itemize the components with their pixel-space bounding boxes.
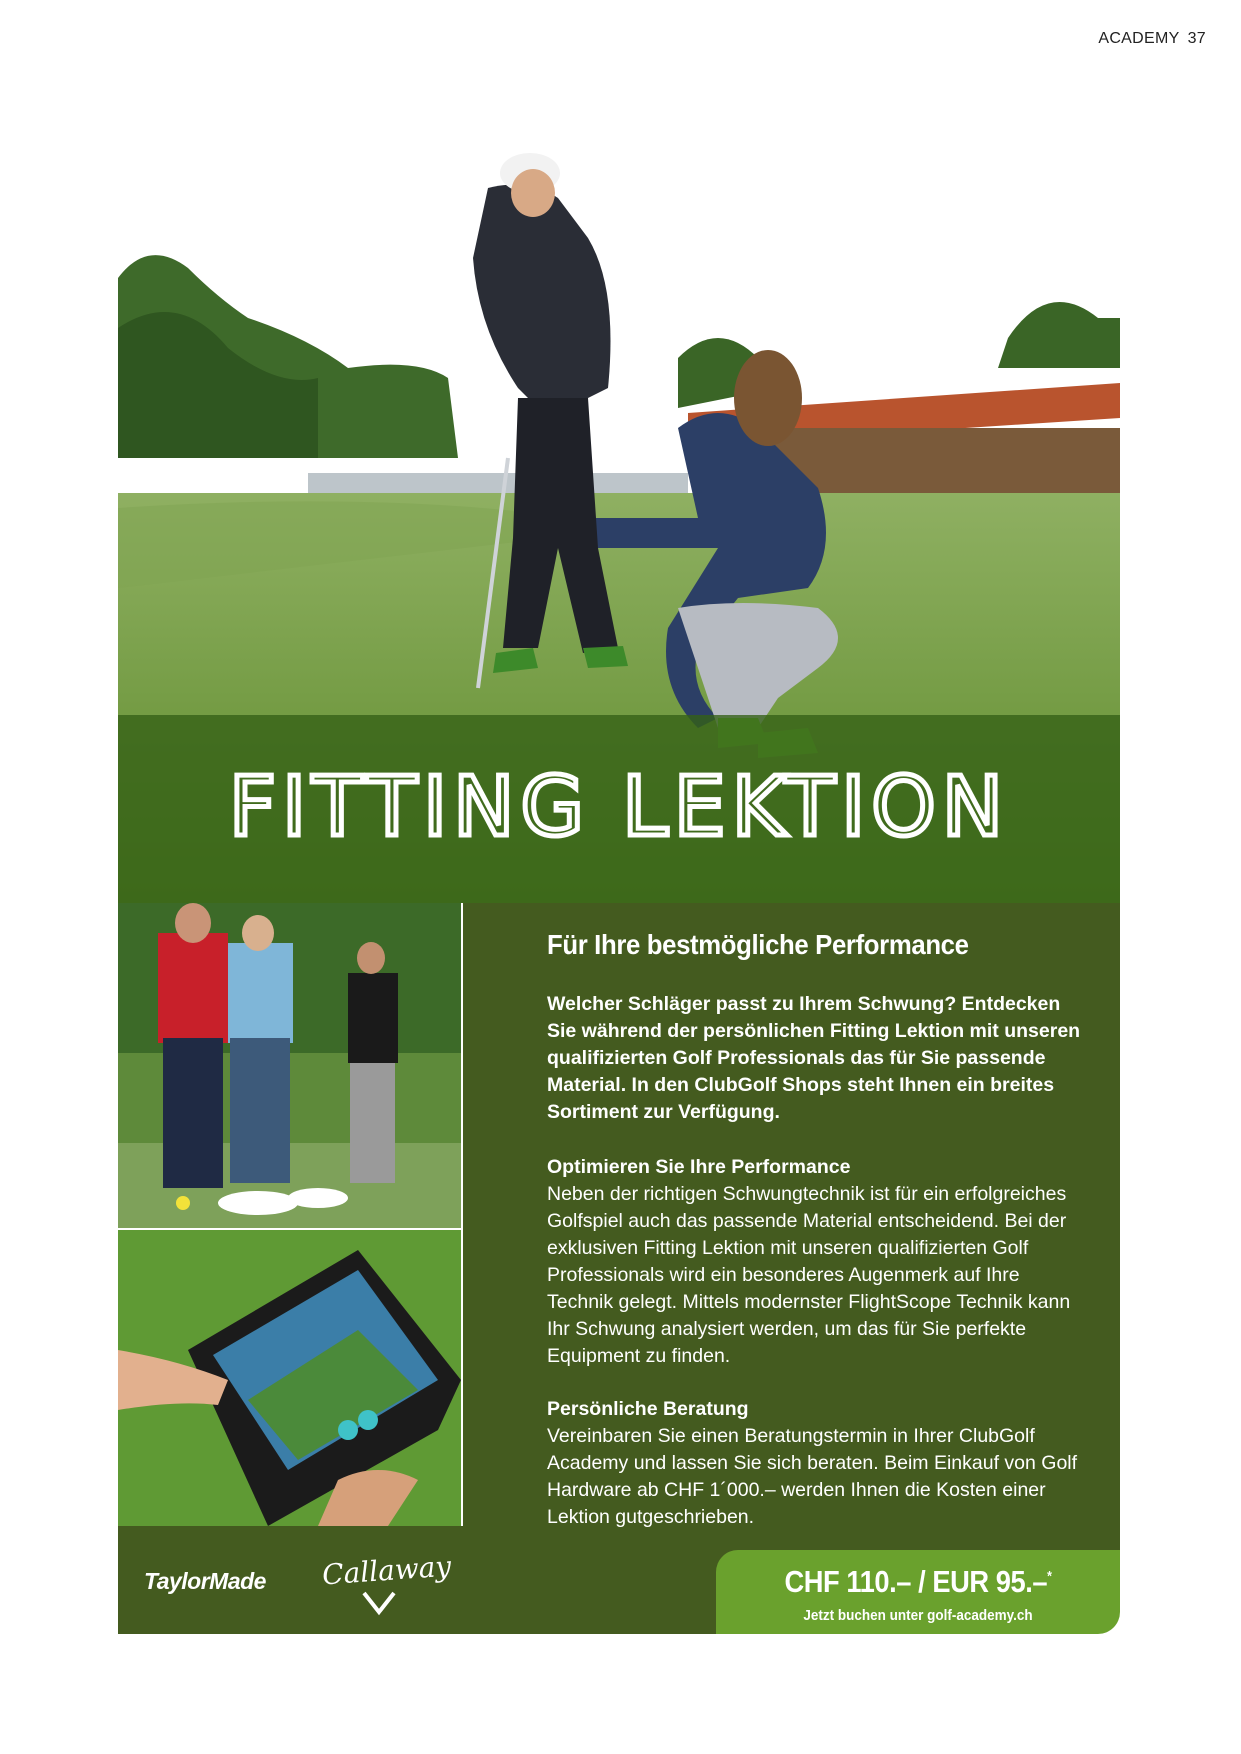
section-text-beratung: Vereinbaren Sie einen Beratungstermin in Ihrer ClubGolf Academy und lassen Sie sich beraten. Beim Einkauf von Golf Hardware ab CHF 1´000.– werden Ihnen die Kosten einer Lektion gutgeschrieben. [547,1425,1078,1528]
section-title-beratung: Persönliche Beratung [547,1398,749,1420]
price-amount [740,1564,1096,1600]
section-text-performance: Neben der richtigen Schwungtechnik ist für ein erfolgreiches Golfspiel auch das passende Material entscheidend. Bei der exklusiven Fitting Lektion mit unseren qualifizierten Golf Professionals wird ein besonderes Augenmerk auf Ihre Technik gelegt. Mittels modernster FlightScope Technik kann Ihr Schwung analysiert werden, um das für Sie perfekte Equipment zu finden. [547,1183,1071,1367]
section-label: ACADEMY [1098,30,1180,47]
tablet-photo [118,1230,461,1526]
page-title: FITTING LEKTION [228,760,1010,855]
section-title-performance: Optimieren Sie Ihre Performance [547,1156,851,1178]
booking-note[interactable]: Jetzt buchen unter golf-academy.ch [803,1607,1033,1624]
logo-band [118,1526,463,1634]
panel-heading: Für Ihre bestmögliche Performance [547,929,969,960]
page-number: 37 [1187,30,1206,47]
callaway-chevron-icon [361,1590,397,1616]
text-panel [463,903,1120,1552]
golfers-photo [118,903,461,1228]
page-header [1098,30,1206,48]
lead-paragraph: Welcher Schläger passt zu Ihrem Schwung? Entdecken Sie während der persönlichen Fitting Lektion mit unseren qualifizierten Golf Professionals das für Sie passende Material. In den ClubGolf Shops steht Ihnen ein breites Sortiment zur Verfügung. [547,993,1081,1123]
price-box [716,1550,1120,1634]
price-band-fill [463,1552,733,1634]
callaway-logo: Callaway [321,1549,453,1592]
taylormade-logo: TaylorMade [144,1568,266,1594]
price-value: CHF 110.– / EUR 95.– [784,1564,1048,1599]
price-asterisk: * [1047,1567,1052,1584]
